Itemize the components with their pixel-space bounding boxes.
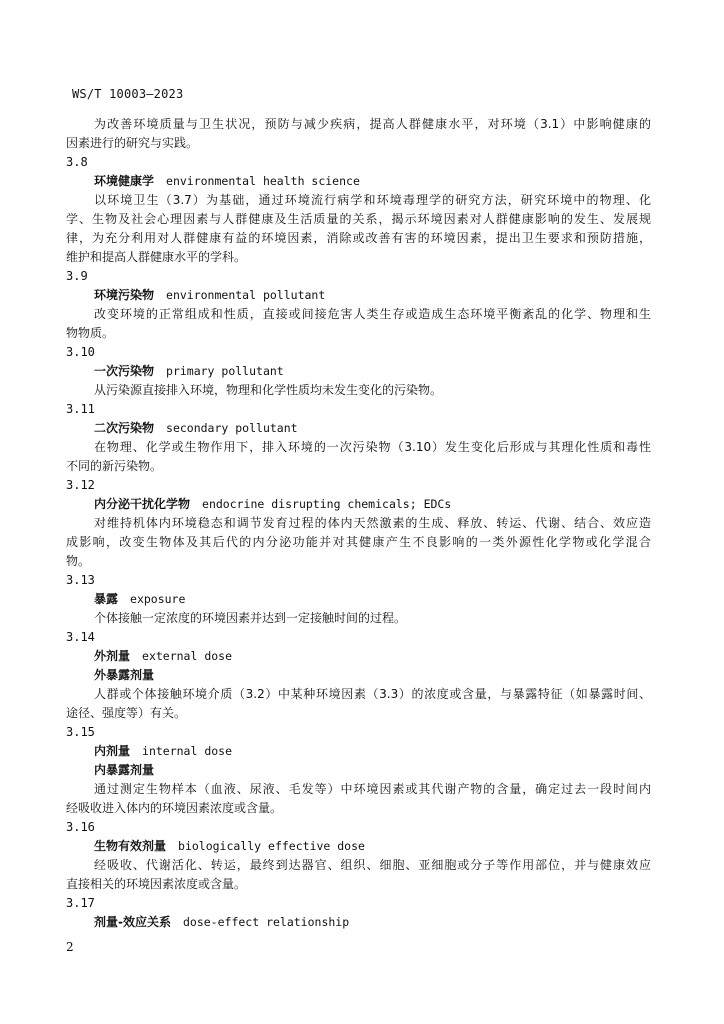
clause-number: 3.13: [66, 573, 95, 587]
term-english: environmental health science: [166, 174, 360, 188]
term-english: environmental pollutant: [166, 288, 326, 302]
paragraph-line: 物物质。: [66, 326, 115, 340]
term-chinese: 外剂量: [94, 649, 131, 663]
definition-paragraph: [66, 381, 651, 400]
definition-paragraph: [66, 609, 651, 628]
paragraph-line: 从污染源直接排入环境，物理和化学性质均未发生变化的污染物。: [94, 383, 443, 397]
term-english: biologically effective dose: [178, 839, 365, 853]
term-english: secondary pollutant: [166, 421, 298, 435]
paragraph-line: 经吸收进入体内的环境因素浓度或含量。: [66, 801, 283, 815]
term-chinese: 暴露: [94, 592, 119, 606]
term-chinese: 环境污染物: [94, 288, 155, 302]
term-english: endocrine disrupting chemicals; EDCs: [202, 497, 452, 511]
term-chinese: 剂量-效应关系: [94, 915, 171, 929]
definition-paragraph: [66, 780, 651, 818]
paragraph-line: 改变环境的正常组成和性质，直接或间接危害人类生存或造成生态环境平衡紊乱的化学、物理和生: [94, 307, 651, 321]
paragraph-line: 直接相关的环境因素浓度或含量。: [66, 877, 247, 891]
paragraph-line: 律，为充分利用对人群健康有益的环境因素，消除或改善有害的环境因素，提出卫生要求和预防措施，: [66, 231, 651, 245]
paragraph-line: 因素进行的研究与实践。: [66, 136, 199, 150]
paragraph-line: 个体接触一定浓度的环境因素并达到一定接触时间的过程。: [94, 611, 407, 625]
definition-paragraph: [66, 115, 651, 153]
paragraph-line: 通过测定生物样本（血液、尿液、毛发等）中环境因素或其代谢产物的含量，确定过去一段时间内: [94, 782, 651, 796]
term-heading: [66, 913, 651, 932]
definition-paragraph: [66, 856, 651, 894]
term-english: external dose: [142, 649, 233, 663]
term-heading: [66, 286, 651, 305]
definition-paragraph: [66, 438, 651, 476]
term-heading: [66, 495, 651, 514]
document-body: [66, 115, 651, 932]
page-number: 2: [66, 940, 74, 954]
term-heading: [66, 172, 651, 191]
term-chinese: 内分泌干扰化学物: [94, 497, 191, 511]
clause-number: 3.9: [66, 269, 88, 283]
term-english: dose-effect relationship: [182, 915, 350, 929]
paragraph-line: 人群或个体接触环境介质（3.2）中某种环境因素（3.3）的浓度或含量，与暴露特征（如暴露时间、: [94, 687, 651, 701]
term-chinese: 二次污染物: [94, 421, 155, 435]
term-synonym: 内暴露剂量: [94, 763, 155, 777]
clause-number: 3.17: [66, 896, 95, 910]
term-heading: [66, 742, 651, 761]
paragraph-line: 不同的新污染物。: [66, 459, 163, 473]
clause-number: 3.12: [66, 478, 95, 492]
clause-number: 3.15: [66, 725, 95, 739]
clause-number: 3.8: [66, 155, 88, 169]
term-heading: [66, 362, 651, 381]
term-heading: [66, 590, 651, 609]
term-chinese: 一次污染物: [94, 364, 155, 378]
definition-paragraph: [66, 191, 651, 267]
term-english: exposure: [130, 592, 186, 606]
clause-number: 3.11: [66, 402, 95, 416]
paragraph-line: 为改善环境质量与卫生状况，预防与减少疾病，提高人群健康水平，对环境（3.1）中影响健康的: [94, 117, 651, 131]
standard-code-header: WS/T 10003—2023: [72, 87, 184, 101]
term-chinese: 生物有效剂量: [94, 839, 167, 853]
paragraph-line: 途径、强度等）有关。: [66, 706, 187, 720]
term-chinese: 内剂量: [94, 744, 131, 758]
term-chinese: 环境健康学: [94, 174, 155, 188]
paragraph-line: 物。: [66, 554, 91, 568]
term-english: primary pollutant: [166, 364, 284, 378]
clause-number: 3.10: [66, 345, 95, 359]
paragraph-line: 以环境卫生（3.7）为基础，通过环境流行病学和环境毒理学的研究方法，研究环境中的物理、化: [94, 193, 651, 207]
paragraph-line: 学、生物及社会心理因素与人群健康及生活质量的关系，揭示环境因素对人群健康影响的发生、发展规: [66, 212, 651, 226]
clause-number: 3.16: [66, 820, 95, 834]
paragraph-line: 经吸收、代谢活化、转运，最终到达器官、组织、细胞、亚细胞或分子等作用部位，并与健康效应: [94, 858, 651, 872]
term-heading: [66, 837, 651, 856]
term-synonym: 外暴露剂量: [94, 668, 155, 682]
paragraph-line: 在物理、化学或生物作用下，排入环境的一次污染物（3.10）发生变化后形成与其理化性质和毒性: [94, 440, 651, 454]
paragraph-line: 成影响，改变生物体及其后代的内分泌功能并对其健康产生不良影响的一类外源性化学物或化学混合: [66, 535, 651, 549]
paragraph-line: 对维持机体内环境稳态和调节发育过程的体内天然激素的生成、释放、转运、代谢、结合、效应造: [94, 516, 651, 530]
definition-paragraph: [66, 685, 651, 723]
clause-number: 3.14: [66, 630, 95, 644]
paragraph-line: 维护和提高人群健康水平的学科。: [66, 250, 247, 264]
definition-paragraph: [66, 305, 651, 343]
definition-paragraph: [66, 514, 651, 571]
term-heading: [66, 647, 651, 666]
term-english: internal dose: [142, 744, 233, 758]
term-heading: [66, 419, 651, 438]
